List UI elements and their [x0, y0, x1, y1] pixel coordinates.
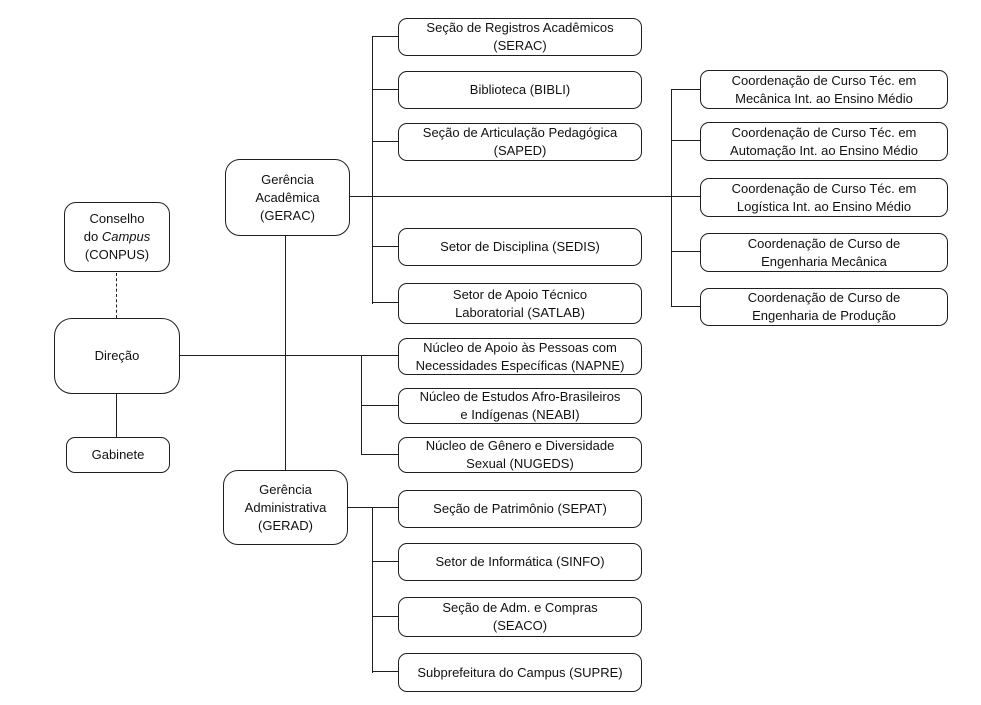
node-nugeds	[398, 437, 642, 473]
node-label-line: (SERAC)	[493, 38, 547, 53]
node-label-line: Núcleo de Gênero e Diversidade	[425, 438, 615, 453]
connector-stub-coord-eng-mecanica	[671, 251, 700, 252]
node-label-line: (GERAC)	[260, 207, 315, 223]
node-seaco	[398, 597, 642, 637]
node-label-line: Engenharia de Produção	[752, 308, 896, 323]
node-label-line: Logística Int. ao Ensino Médio	[736, 198, 912, 214]
connector-stub-coord-mecanica	[671, 89, 700, 90]
node-sedis	[398, 228, 642, 266]
connector-stub-coord-eng-producao	[671, 306, 700, 307]
node-label-line: Seção de Articulação Pedagógica	[422, 125, 618, 140]
node-gabinete	[66, 437, 170, 473]
connector-stub-neabi	[361, 405, 398, 406]
node-biblioteca	[398, 71, 642, 109]
node-label-line: Núcleo de Apoio às Pessoas com	[423, 339, 617, 355]
node-label-line: Engenharia Mecânica	[761, 253, 887, 269]
node-saped	[398, 123, 642, 161]
node-label-line: Setor de Disciplina (SEDIS)	[440, 239, 600, 254]
node-label-line: e Indígenas (NEABI)	[460, 407, 580, 422]
node-label-line: Coordenação de Curso de	[747, 290, 901, 305]
connector-stub-serac	[372, 36, 398, 37]
node-direcao	[54, 318, 180, 394]
node-label-line: (SEACO)	[492, 618, 548, 633]
connector-coordenacoes-trunk	[671, 89, 672, 307]
node-gerencia-administrativa	[223, 470, 348, 545]
node-coord-tec-mecanica	[700, 70, 948, 109]
node-label-line: Coordenação de Curso Téc. em	[731, 180, 917, 196]
label-part-italic: Campus	[101, 229, 151, 244]
connector-gerac-children-trunk	[372, 37, 373, 304]
connector-stub-saped	[372, 141, 398, 142]
node-label-line: Direção	[94, 348, 140, 363]
node-coord-tec-automacao	[700, 122, 948, 161]
connector-direcao-gabinete	[116, 394, 117, 437]
node-label-line: Subprefeitura do Campus (SUPRE)	[417, 664, 623, 680]
node-label-line	[84, 228, 151, 246]
connector-stub-sedis	[372, 246, 398, 247]
connector-stub-coord-automacao	[671, 140, 700, 141]
node-label-line: (CONPUS)	[84, 247, 150, 262]
node-label-line: Conselho	[89, 211, 145, 226]
connector-stub-sinfo	[372, 561, 398, 562]
node-supre	[398, 653, 642, 692]
node-label-line: Acadêmica	[255, 189, 320, 205]
node-label-line: Coordenação de Curso Téc. em	[731, 72, 917, 88]
node-label-line: Administrativa	[244, 499, 327, 515]
node-label-line: Gerência	[261, 171, 314, 187]
connector-stub-satlab	[372, 302, 398, 303]
connector-stub-supre	[372, 671, 398, 672]
node-label-line: Biblioteca (BIBLI)	[469, 82, 571, 97]
connector-stub-nugeds	[361, 454, 398, 455]
node-label-line: Seção de Patrimônio (SEPAT)	[433, 501, 607, 516]
node-label-line: Automação Int. ao Ensino Médio	[730, 142, 918, 158]
node-label-line: Necessidades Específicas (NAPNE)	[415, 357, 625, 373]
node-label-line: Sexual (NUGEDS)	[466, 456, 574, 471]
node-coord-eng-producao	[700, 288, 948, 326]
node-label-line: (GERAD)	[258, 517, 313, 533]
node-sepat	[398, 490, 642, 528]
node-satlab	[398, 283, 642, 324]
node-label-line: Coordenação de Curso de	[747, 235, 901, 251]
node-coord-tec-logistica	[700, 178, 948, 217]
connector-stub-bibli	[372, 89, 398, 90]
node-label-line: Seção de Registros Acadêmicos	[426, 20, 614, 35]
connector-gerad-children-trunk	[372, 508, 373, 673]
connector-stub-seaco	[372, 616, 398, 617]
node-label-line: Coordenação de Curso Téc. em	[731, 124, 917, 140]
connector-conpus-direcao-dashed	[116, 273, 117, 318]
connector-gerac-main	[350, 196, 700, 197]
node-label-line: Setor de Apoio Técnico	[452, 286, 588, 302]
node-label-line: Gabinete	[91, 447, 145, 462]
node-conselho-do-campus	[64, 202, 170, 272]
node-label-line: (SAPED)	[493, 143, 547, 158]
node-neabi	[398, 388, 642, 424]
node-label-line: Mecânica Int. ao Ensino Médio	[735, 90, 913, 106]
connector-direcao-east	[180, 355, 398, 356]
node-sinfo	[398, 543, 642, 581]
node-napne	[398, 338, 642, 375]
label-part: do	[83, 229, 99, 244]
node-label-line: Núcleo de Estudos Afro-Brasileiros	[419, 389, 621, 404]
node-label-line: Seção de Adm. e Compras	[442, 600, 598, 615]
node-gerencia-academica	[225, 159, 350, 236]
connector-gerac-gerad-vertical	[285, 236, 286, 470]
node-label-line: Setor de Informática (SINFO)	[435, 554, 605, 569]
node-coord-eng-mecanica	[700, 233, 948, 272]
node-label-line: Laboratorial (SATLAB)	[455, 304, 585, 320]
node-serac	[398, 18, 642, 56]
node-label-line: Gerência	[259, 481, 312, 497]
